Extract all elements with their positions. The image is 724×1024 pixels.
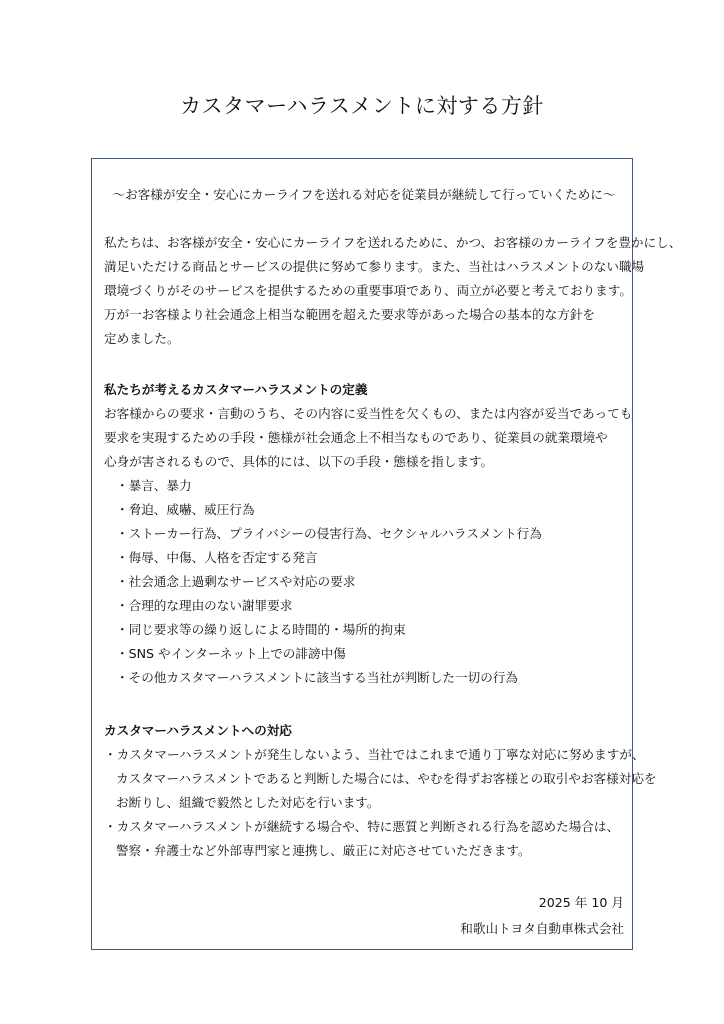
definition-item: ・同じ要求等の繰り返しによる時間的・場所的拘束 (116, 622, 406, 637)
definition-item: ・その他カスタマーハラスメントに該当する当社が判断した一切の行為 (116, 670, 518, 685)
response-section (104, 719, 657, 863)
definition-item: ・脅迫、威嚇、威圧行為 (116, 502, 255, 517)
definition-line: お客様からの要求・言動のうち、その内容に妥当性を欠くもの、または内容が妥当であっても (104, 406, 633, 421)
policy-subtitle: ～お客様が安全・安心にカーライフを送れる対応を従業員が継続して行っていくために～ (112, 187, 616, 202)
response-bullet-continued: カスタマーハラスメントであると判断した場合には、やむを得ずお客様との取引やお客様対応を (116, 771, 657, 786)
definition-item: ・合理的な理由のない謝罪要求 (116, 598, 293, 613)
intro-line: 万が一お客様より社会通念上相当な範囲を超えた要求等があった場合の基本的な方針を (104, 307, 596, 322)
intro-line: 満足いただける商品とサービスの提供に努めて参ります。また、当社はハラスメントのない職場 (104, 259, 645, 274)
company-name: 和歌山トヨタ自動車株式会社 (460, 921, 624, 936)
intro-paragraph (104, 231, 682, 351)
page-title: カスタマーハラスメントに対する方針 (180, 94, 544, 118)
definition-item: ・SNS やインターネット上での誹謗中傷 (116, 646, 346, 661)
definition-heading: 私たちが考えるカスタマーハラスメントの定義 (104, 382, 368, 397)
definition-item: ・侮辱、中傷、人格を否定する発言 (116, 550, 318, 565)
issue-date: 2025 年 10 月 (538, 895, 624, 910)
definition-item: ・暴言、暴力 (116, 478, 192, 493)
policy-frame (91, 158, 682, 950)
definition-item: ・ストーカー行為、プライバシーの侵害行為、セクシャルハラスメント行為 (116, 526, 542, 541)
definition-item: ・社会通念上過剰なサービスや対応の要求 (116, 574, 356, 589)
response-bullet-continued: お断りし、組織で毅然とした対応を行います。 (116, 795, 380, 810)
response-bullet-continued: 警察・弁護士など外部専門家と連携し、厳正に対応させていただきます。 (116, 843, 531, 858)
response-heading: カスタマーハラスメントへの対応 (104, 723, 292, 738)
definition-line: 要求を実現するための手段・態様が社会通念上不相当なものであり、従業員の就業環境や (104, 430, 608, 445)
response-bullet: ・カスタマーハラスメントが発生しないよう、当社ではこれまで通り丁寧な対応に努めますが、 (104, 747, 645, 762)
intro-line: 環境づくりがそのサービスを提供するための重要事項であり、両立が必要と考えております。 (104, 283, 632, 298)
definition-line: 心身が害されるもので、具体的には、以下の手段・態様を指します。 (104, 454, 494, 469)
intro-line: 定めました。 (104, 331, 180, 346)
definition-section (104, 378, 633, 690)
intro-line: 私たちは、お客様が安全・安心にカーライフを送れるために、かつ、お客様のカーライフを豊かにし、 (104, 235, 682, 250)
response-bullet: ・カスタマーハラスメントが継続する場合や、特に悪質と判断される行為を認めた場合は、 (104, 819, 620, 834)
